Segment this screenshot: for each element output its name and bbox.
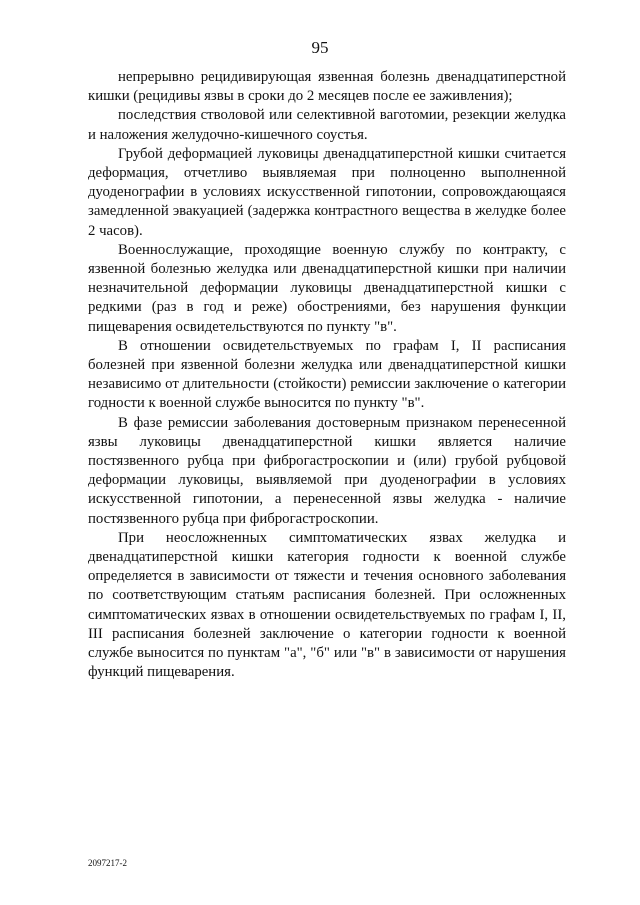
paragraph-3: Грубой деформацией луковицы двенадцатиперстной кишки считается деформация, отчетливо выявляемая при полноценно выполненной дуоденографии в условиях искусственной гипотонии, сопровождающаяся замедленной эвакуацией (задержка контрастного вещества в желудке более 2 часов). bbox=[88, 145, 566, 239]
paragraph-5: В отношении освидетельствуемых по графам I, II расписания болезней при язвенной болезни желудка или двенадцатиперстной кишки независимо от длительности (стойкости) ремиссии заключение о категории годности к военной службе выносится по пункту "в". bbox=[88, 337, 566, 412]
paragraph-6: В фазе ремиссии заболевания достоверным признаком перенесенной язвы луковицы двенадцатиперстной кишки является наличие постязвенного рубца при фиброгастроскопии и (или) грубой рубцовой деформации луковицы, выявляемой при дуоденографии в условиях искусственной гипотонии, а перенесенной язвы желудка - наличие постязвенного рубца при фиброгастроскопии. bbox=[88, 414, 566, 527]
paragraph-2: последствия стволовой или селективной ваготомии, резекции желудка и наложения желудочно-кишечного соустья. bbox=[88, 107, 566, 143]
paragraph-4: Военнослужащие, проходящие военную службу по контракту, с язвенной болезнью желудка или двенадцатиперстной кишки при наличии незначительной деформации луковицы двенадцатиперстной кишки с редкими (раз в год и реже) обострениями, без нарушения функции пищеварения освидетельствуются по пункту "в". bbox=[88, 241, 566, 335]
paragraph-7: При неосложненных симптоматических язвах желудка и двенадцатиперстной кишки категория годности к военной службе определяется в зависимости от тяжести и течения основного заболевания по соответствующим статьям расписания болезней. При осложненных симптоматических язвах в отношении освидетельствуемых по графам I, II, III расписания болезней заключение о категории годности к военной службе выносится по пунктам "а", "б" или "в" в зависимости от нарушения функций пищеварения. bbox=[88, 529, 566, 681]
paragraph-1: непрерывно рецидивирующая язвенная болезнь двенадцатиперстной кишки (рецидивы язвы в сроки до 2 месяцев после ее заживления); bbox=[88, 69, 566, 105]
page-number: 95 bbox=[311, 38, 329, 57]
document-code: 2097217-2 bbox=[88, 858, 127, 868]
document-body bbox=[88, 68, 566, 683]
